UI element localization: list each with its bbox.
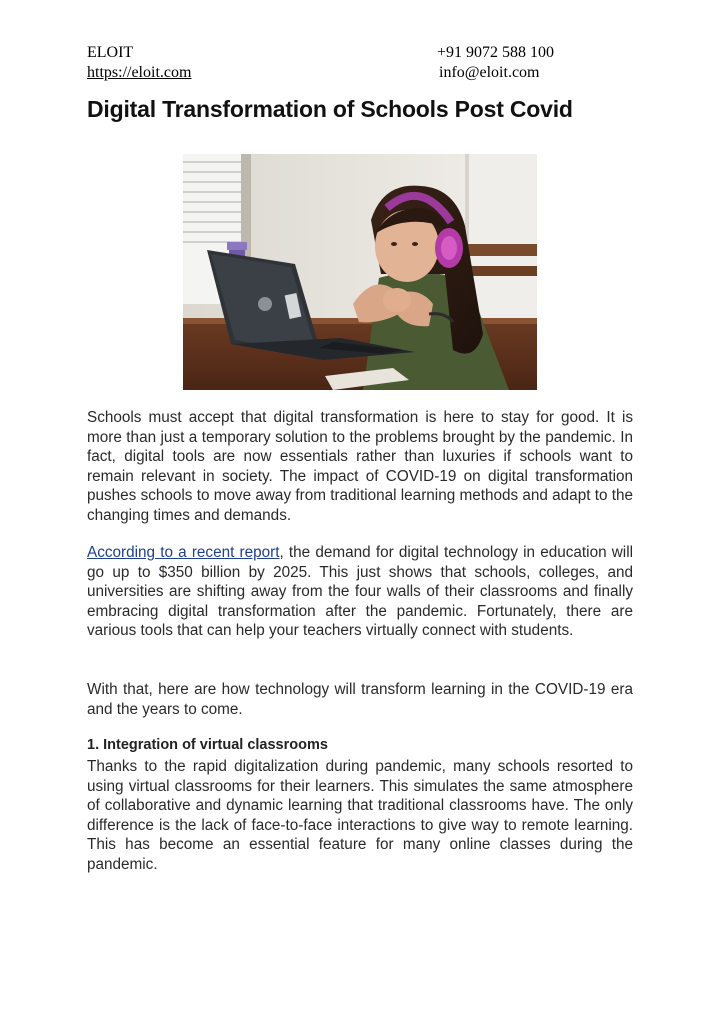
page-title: Digital Transformation of Schools Post Covid: [87, 96, 573, 122]
photo-girl-laptop-headphones-icon: [183, 154, 537, 390]
intro-paragraph: Schools must accept that digital transformation is here to stay for good. It is more than just a temporary solution to the problems brought by the pandemic. In fact, digital tools are now essentials rather than luxuries if schools want to remain relevant in society. The impact of COVID-19 on digital transformation pushes schools to move away from traditional learning methods and adapt to the changing times and demands.: [87, 409, 633, 524]
company-email: info@eloit.com: [439, 64, 540, 81]
report-paragraph: [87, 543, 633, 641]
company-url-link[interactable]: https://eloit.com: [87, 64, 192, 81]
transition-paragraph: With that, here are how technology will transform learning in the COVID-19 era and the years to come.: [87, 681, 633, 718]
hero-image: [183, 154, 537, 390]
section-heading-virtual-classrooms: 1. Integration of virtual classrooms: [87, 737, 328, 753]
virtual-classrooms-paragraph: Thanks to the rapid digitalization during pandemic, many schools resorted to using virtual classrooms for their learners. This simulates the same atmosphere of collaborative and dynamic learning that traditional classrooms have. The only difference is the lack of face-to-face interactions to give way to remote learning. This has become an essential feature for many online classes during the pandemic.: [87, 758, 633, 873]
recent-report-link[interactable]: According to a recent report: [87, 544, 280, 561]
company-phone: +91 9072 588 100: [437, 44, 555, 61]
company-name: ELOIT: [87, 44, 134, 61]
report-paragraph-text: , the demand for digital technology in education will go up to $350 billion by 2025. This just shows that schools, colleges, and universities are shifting away from the four walls of their classrooms and finally embracing digital transformation after the pandemic. Fortunately, there are various tools that can help your teachers virtually connect with students.: [87, 544, 634, 640]
